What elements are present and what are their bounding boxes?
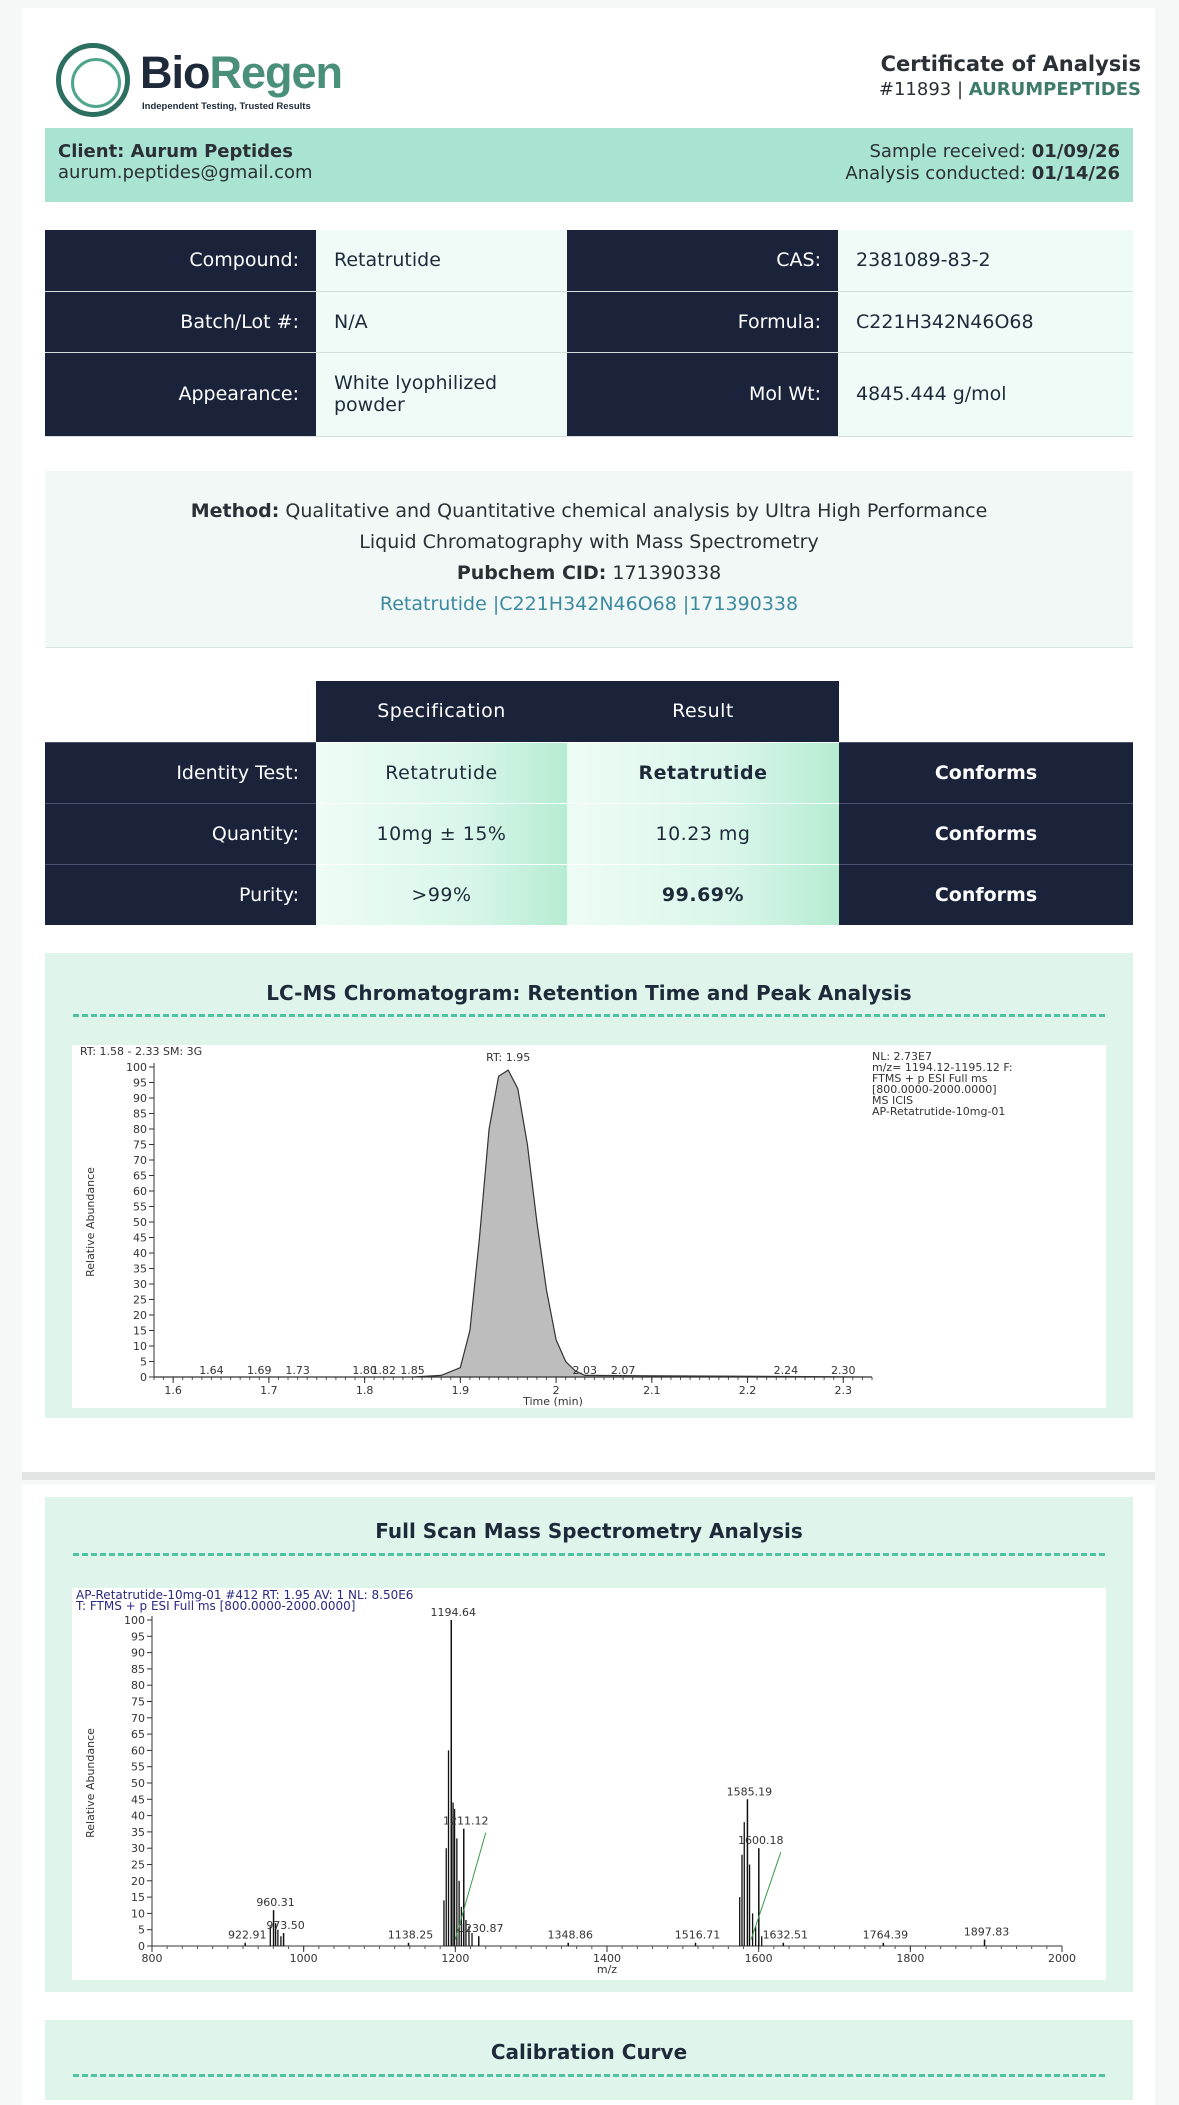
page-divider bbox=[22, 1472, 1155, 1480]
ms-x-axis-label: m/z bbox=[596, 1963, 618, 1976]
result-header: Result bbox=[567, 681, 839, 742]
ms-y-tick-label: 10 bbox=[131, 1907, 145, 1921]
certificate-page-1 bbox=[22, 8, 1155, 1473]
result-row bbox=[45, 803, 1133, 864]
lcms-y-tick-label: 35 bbox=[133, 1262, 147, 1276]
lcms-x-tick-label: 2 bbox=[552, 1384, 560, 1397]
result-row bbox=[45, 742, 1133, 803]
ms-plot bbox=[72, 1588, 1106, 1980]
method-description: Method: Qualitative and Quantitative chemical analysis by Ultra High Performance Liquid Chromatography with Mass Spectrometry bbox=[190, 500, 988, 553]
lcms-divider bbox=[73, 1014, 1105, 1017]
ms-peak-label: 922.91 bbox=[227, 1928, 267, 1942]
ms-header-line1: AP-Retatrutide-10mg-01 #412 RT: 1.95 AV: 1 NL: 8.50E6 bbox=[76, 1588, 414, 1602]
result-row-result: 10.23 mg bbox=[567, 803, 839, 864]
ms-y-tick-label: 85 bbox=[131, 1662, 145, 1676]
result-row-result: Retatrutide bbox=[567, 742, 839, 803]
lcms-header-left: RT: 1.58 - 2.33 SM: 3G bbox=[80, 1045, 203, 1058]
lcms-header-right-line: [800.0000-2000.0000] bbox=[872, 1083, 997, 1096]
ms-x-tick-label: 2000 bbox=[1048, 1952, 1076, 1965]
client-name: Client: Aurum Peptides bbox=[58, 141, 293, 162]
analysis-conducted: Analysis conducted: 01/14/26 bbox=[845, 163, 1120, 184]
ms-y-tick-label: 40 bbox=[131, 1809, 145, 1823]
ms-peak-label: 1516.71 bbox=[674, 1928, 721, 1942]
lcms-y-tick-label: 45 bbox=[133, 1231, 147, 1245]
formula-label: Formula: bbox=[567, 291, 838, 352]
lcms-baseline-label: 2.07 bbox=[610, 1364, 636, 1377]
lcms-y-tick-label: 80 bbox=[133, 1123, 147, 1136]
ms-y-tick-label: 95 bbox=[131, 1630, 145, 1644]
lcms-peak-label: RT: 1.95 bbox=[486, 1051, 531, 1064]
ms-peak-label: 973.50 bbox=[266, 1918, 305, 1932]
lcms-baseline-label: 1.73 bbox=[285, 1364, 310, 1377]
lcms-x-tick-label: 2.3 bbox=[834, 1384, 853, 1397]
ms-y-tick-label: 90 bbox=[131, 1646, 145, 1660]
result-row-status: Conforms bbox=[839, 864, 1133, 925]
logo-emblem-icon bbox=[56, 43, 130, 117]
result-row-spec: >99% bbox=[316, 864, 567, 925]
ms-peak-label: 960.31 bbox=[256, 1896, 295, 1910]
lcms-x-tick-label: 2.1 bbox=[643, 1384, 661, 1397]
info-row bbox=[45, 291, 1133, 352]
result-row-label: Quantity: bbox=[45, 803, 316, 864]
ms-peak-label: 1211.12 bbox=[443, 1814, 489, 1828]
method-section bbox=[45, 471, 1133, 648]
ms-annotation-line bbox=[751, 1852, 781, 1939]
ms-y-tick-label: 20 bbox=[131, 1874, 145, 1888]
compound-info-table bbox=[45, 230, 1133, 437]
ms-x-tick-label: 800 bbox=[141, 1952, 163, 1965]
lcms-y-tick-label: 20 bbox=[133, 1309, 147, 1322]
ms-y-tick-label: 25 bbox=[131, 1858, 145, 1872]
ms-y-tick-label: 100 bbox=[124, 1614, 145, 1627]
info-row bbox=[45, 230, 1133, 291]
result-row-status: Conforms bbox=[839, 742, 1133, 803]
lcms-y-tick-label: 65 bbox=[133, 1169, 147, 1183]
lcms-y-tick-label: 100 bbox=[126, 1061, 147, 1074]
lcms-header-right-line: NL: 2.73E7 bbox=[872, 1050, 933, 1063]
lcms-y-tick-label: 0 bbox=[140, 1371, 147, 1384]
lcms-y-tick-label: 85 bbox=[133, 1107, 147, 1121]
result-row-spec: Retatrutide bbox=[316, 742, 567, 803]
lcms-y-tick-label: 55 bbox=[133, 1200, 147, 1214]
lcms-y-tick-label: 30 bbox=[133, 1278, 147, 1291]
ms-x-tick-label: 1800 bbox=[896, 1952, 925, 1965]
certificate-heading bbox=[879, 52, 1141, 100]
lcms-y-tick-label: 50 bbox=[133, 1216, 147, 1229]
results-table bbox=[45, 681, 1133, 925]
lcms-y-tick-label: 15 bbox=[133, 1324, 147, 1338]
lcms-title: LC-MS Chromatogram: Retention Time and Peak Analysis bbox=[266, 981, 912, 1005]
ms-y-tick-label: 65 bbox=[131, 1728, 145, 1742]
lcms-y-tick-label: 60 bbox=[133, 1185, 147, 1198]
ms-peak-label: 1764.39 bbox=[862, 1928, 909, 1942]
lcms-baseline-label: 2.24 bbox=[773, 1364, 799, 1377]
results-header-row bbox=[45, 681, 1133, 742]
result-row-label: Purity: bbox=[45, 864, 316, 925]
lcms-header-right-line: m/z= 1194.12-1195.12 F: bbox=[872, 1061, 1013, 1074]
logo-tagline: Independent Testing, Trusted Results bbox=[142, 101, 311, 112]
lcms-x-tick-label: 1.6 bbox=[164, 1384, 182, 1397]
ms-y-tick-label: 60 bbox=[131, 1744, 145, 1758]
lcms-y-tick-label: 40 bbox=[133, 1247, 147, 1260]
lcms-y-tick-label: 75 bbox=[133, 1138, 147, 1152]
ms-chart bbox=[72, 1588, 1106, 1980]
lcms-baseline-label: 2.30 bbox=[831, 1364, 856, 1377]
ms-x-tick-label: 1000 bbox=[289, 1952, 318, 1965]
formula-value: C221H342N46O68 bbox=[838, 291, 1133, 352]
ms-peak-label: 1897.83 bbox=[963, 1925, 1010, 1939]
ms-y-tick-label: 45 bbox=[131, 1793, 145, 1807]
appearance-label: Appearance: bbox=[45, 352, 316, 436]
result-row bbox=[45, 864, 1133, 925]
lcms-baseline-label: 1.85 bbox=[400, 1364, 425, 1377]
ms-y-tick-label: 5 bbox=[138, 1923, 145, 1937]
pubchem-cid: Pubchem CID: 171390338 bbox=[456, 562, 722, 584]
ms-peak-label: 1138.25 bbox=[387, 1928, 434, 1942]
batch-label: Batch/Lot #: bbox=[45, 291, 316, 352]
ms-y-axis-label: Relative Abundance bbox=[84, 1728, 97, 1838]
cas-value: 2381089-83-2 bbox=[838, 230, 1133, 291]
info-row bbox=[45, 352, 1133, 436]
lcms-y-tick-label: 5 bbox=[140, 1355, 147, 1369]
ms-peak-label: 1348.86 bbox=[547, 1928, 593, 1942]
cas-label: CAS: bbox=[567, 230, 838, 291]
logo-wordmark: BioRegen bbox=[140, 47, 343, 98]
molwt-label: Mol Wt: bbox=[567, 352, 838, 436]
ms-panel bbox=[45, 1497, 1133, 1992]
lcms-panel bbox=[45, 953, 1133, 1418]
ms-peak-label: 1585.19 bbox=[726, 1785, 773, 1799]
lcms-header-right-line: FTMS + p ESI Full ms bbox=[872, 1072, 988, 1085]
lcms-x-tick-label: 2.2 bbox=[738, 1384, 757, 1397]
ms-x-tick-label: 1400 bbox=[593, 1952, 621, 1965]
client-email: aurum.peptides@gmail.com bbox=[58, 162, 313, 183]
lcms-y-tick-label: 95 bbox=[133, 1076, 147, 1090]
molwt-value: 4845.444 g/mol bbox=[838, 352, 1133, 436]
lcms-header-right-line: AP-Retatrutide-10mg-01 bbox=[872, 1105, 1006, 1118]
lcms-x-tick-label: 1.9 bbox=[451, 1384, 470, 1397]
lcms-y-tick-label: 70 bbox=[133, 1154, 147, 1167]
ms-title: Full Scan Mass Spectrometry Analysis bbox=[375, 1519, 803, 1543]
ms-peak-label: 1600.18 bbox=[738, 1834, 784, 1848]
compound-label: Compound: bbox=[45, 230, 316, 291]
sample-received: Sample received: 01/09/26 bbox=[869, 141, 1120, 162]
ms-y-tick-label: 15 bbox=[131, 1891, 145, 1905]
ms-y-tick-label: 30 bbox=[131, 1842, 145, 1856]
appearance-value: White lyophilized powder bbox=[316, 352, 567, 436]
lcms-y-tick-label: 90 bbox=[133, 1092, 147, 1105]
ms-peak-label: 1632.51 bbox=[762, 1928, 809, 1942]
calibration-divider bbox=[73, 2074, 1105, 2077]
ms-y-tick-label: 75 bbox=[131, 1695, 145, 1709]
compound-value: Retatrutide bbox=[316, 230, 567, 291]
brand-name: AURUMPEPTIDES bbox=[968, 79, 1141, 100]
lcms-baseline-label: 1.80 bbox=[352, 1364, 377, 1377]
calibration-title: Calibration Curve bbox=[490, 2040, 688, 2064]
ms-x-tick-label: 1200 bbox=[441, 1952, 470, 1965]
result-row-result: 99.69% bbox=[567, 864, 839, 925]
ms-y-tick-label: 80 bbox=[131, 1679, 145, 1693]
lcms-baseline-label: 1.69 bbox=[247, 1364, 272, 1377]
ms-y-tick-label: 70 bbox=[131, 1711, 145, 1725]
biorgen-logo bbox=[56, 41, 356, 125]
certificate-number: #11893 | AURUMPEPTIDES bbox=[878, 79, 1141, 100]
lcms-chart bbox=[72, 1045, 1106, 1408]
result-row-status: Conforms bbox=[839, 803, 1133, 864]
report-header bbox=[22, 8, 1155, 128]
lcms-y-tick-label: 10 bbox=[133, 1340, 147, 1353]
client-banner bbox=[45, 128, 1133, 202]
ms-peak-label: 1230.87 bbox=[457, 1922, 504, 1936]
certificate-title: Certificate of Analysis bbox=[880, 52, 1141, 76]
lcms-plot bbox=[72, 1045, 1106, 1408]
lcms-baseline-label: 1.64 bbox=[199, 1364, 224, 1377]
ms-divider bbox=[73, 1553, 1105, 1556]
lcms-y-axis-label: Relative Abundance bbox=[84, 1167, 97, 1277]
ms-header-line2: T: FTMS + p ESI Full ms [800.0000-2000.0000] bbox=[76, 1599, 356, 1613]
result-row-spec: 10mg ± 15% bbox=[316, 803, 567, 864]
ms-peak-label: 1194.64 bbox=[430, 1606, 477, 1619]
ms-x-tick-label: 1600 bbox=[744, 1952, 773, 1965]
lcms-baseline-label: 1.82 bbox=[371, 1364, 397, 1377]
batch-value: N/A bbox=[316, 291, 567, 352]
lcms-x-tick-label: 1.8 bbox=[355, 1384, 374, 1397]
lcms-header-right-line: MS ICIS bbox=[872, 1094, 914, 1107]
lcms-peak-trace bbox=[154, 1070, 872, 1377]
lcms-y-tick-label: 25 bbox=[133, 1293, 147, 1307]
specification-header: Specification bbox=[316, 681, 567, 742]
lcms-x-tick-label: 1.7 bbox=[260, 1384, 278, 1397]
ms-y-tick-label: 35 bbox=[131, 1825, 145, 1839]
lcms-x-axis-label: Time (min) bbox=[523, 1395, 583, 1408]
pubchem-link[interactable]: Retatrutide |C221H342N46O68 |171390338 bbox=[379, 593, 799, 615]
ms-y-tick-label: 55 bbox=[131, 1760, 145, 1774]
result-row-label: Identity Test: bbox=[45, 742, 316, 803]
calibration-panel bbox=[45, 2020, 1133, 2100]
ms-y-tick-label: 0 bbox=[138, 1940, 145, 1953]
lcms-baseline-label: 2.03 bbox=[572, 1364, 598, 1377]
certificate-page-2 bbox=[22, 1485, 1155, 2105]
ms-y-tick-label: 50 bbox=[131, 1777, 145, 1790]
